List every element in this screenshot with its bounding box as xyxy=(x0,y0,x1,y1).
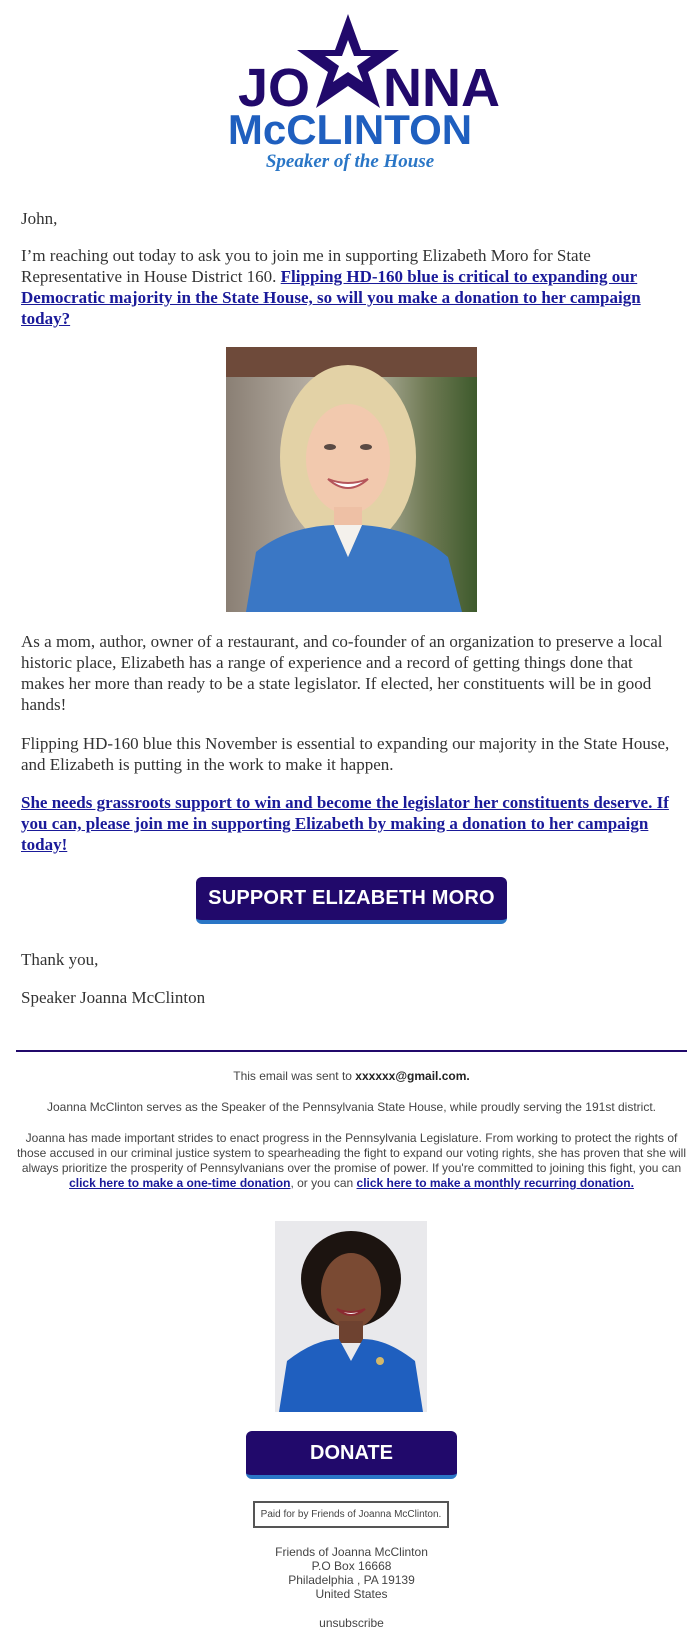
paid-for-disclaimer: Paid for by Friends of Joanna McClinton. xyxy=(253,1501,449,1528)
logo-graphic xyxy=(200,10,500,175)
support-elizabeth-button[interactable]: SUPPORT ELIZABETH MORO xyxy=(196,877,507,924)
goal-paragraph: Flipping HD-160 blue this November is essential to expanding our majority in the State House, and Elizabeth is putting in the work to make it happen. xyxy=(21,734,670,774)
logo-first-left: JO xyxy=(238,58,311,118)
address-country: United States xyxy=(315,1587,388,1601)
address-city: Philadelphia , PA 19139 xyxy=(288,1573,415,1587)
signature: Speaker Joanna McClinton xyxy=(21,988,206,1007)
logo-tagline: Speaker of the House xyxy=(265,151,435,172)
monthly-donation-link[interactable]: click here to make a monthly recurring donation. xyxy=(356,1176,634,1190)
logo-first-right: NNA xyxy=(383,58,500,118)
mission-notice xyxy=(16,1131,687,1191)
intro-text: I’m reaching out today to ask you to join me in supporting Elizabeth Moro for State Representative in House District 160. xyxy=(21,246,591,286)
sent-to-label: This email was sent to xyxy=(233,1069,356,1083)
mailing-address xyxy=(16,1545,687,1601)
logo-last-name: McCLINTON xyxy=(227,106,473,153)
candidate-photo xyxy=(226,347,477,612)
mission-text: Joanna has made important strides to enact progress in the Pennsylvania Legislature. From working to protect the rights of those accused in our criminal justice system to spearheading the fight to expand our voting rights, she has proven that she will always prioritize the prosperity of Pennsylvanians over the promise of power. If you're committed to joining this fight, you can xyxy=(16,1131,687,1175)
about-notice: Joanna McClinton serves as the Speaker of the Pennsylvania State House, while proudly serving the 191st district. xyxy=(47,1100,656,1114)
greeting: John, xyxy=(21,209,58,228)
ask-paragraph xyxy=(21,792,679,855)
closing-thanks: Thank you, xyxy=(21,950,99,969)
intro-paragraph xyxy=(21,245,679,329)
address-po-box: P.O Box 16668 xyxy=(311,1559,392,1573)
campaign-logo xyxy=(0,10,700,175)
address-org: Friends of Joanna McClinton xyxy=(275,1545,428,1559)
footer-divider xyxy=(16,1050,687,1052)
donate-button[interactable]: DONATE xyxy=(246,1431,457,1479)
unsubscribe-link[interactable]: unsubscribe xyxy=(319,1616,384,1630)
sent-to-notice xyxy=(16,1069,687,1084)
bio-paragraph: As a mom, author, owner of a restaurant, and co-founder of an organization to preserve a local historic place, Elizabeth has a range of experience and a record of getting things done that makes her more than ready to be a state legislator. If elected, her constituents will be in good hands! xyxy=(21,632,663,714)
donation-link-intro[interactable]: Flipping HD-160 blue is critical to expanding our Democratic majority in the State House, so will you make a donation to her campaign today? xyxy=(21,267,641,328)
one-time-donation-link[interactable]: click here to make a one-time donation xyxy=(69,1176,291,1190)
donation-link-ask[interactable]: She needs grassroots support to win and become the legislator her constituents deserve. If you can, please join me in supporting Elizabeth by making a donation to her campaign today! xyxy=(21,793,669,854)
mission-mid-text: , or you can xyxy=(290,1176,357,1190)
speaker-photo xyxy=(275,1221,427,1412)
recipient-email: xxxxxx@gmail.com. xyxy=(355,1069,470,1083)
